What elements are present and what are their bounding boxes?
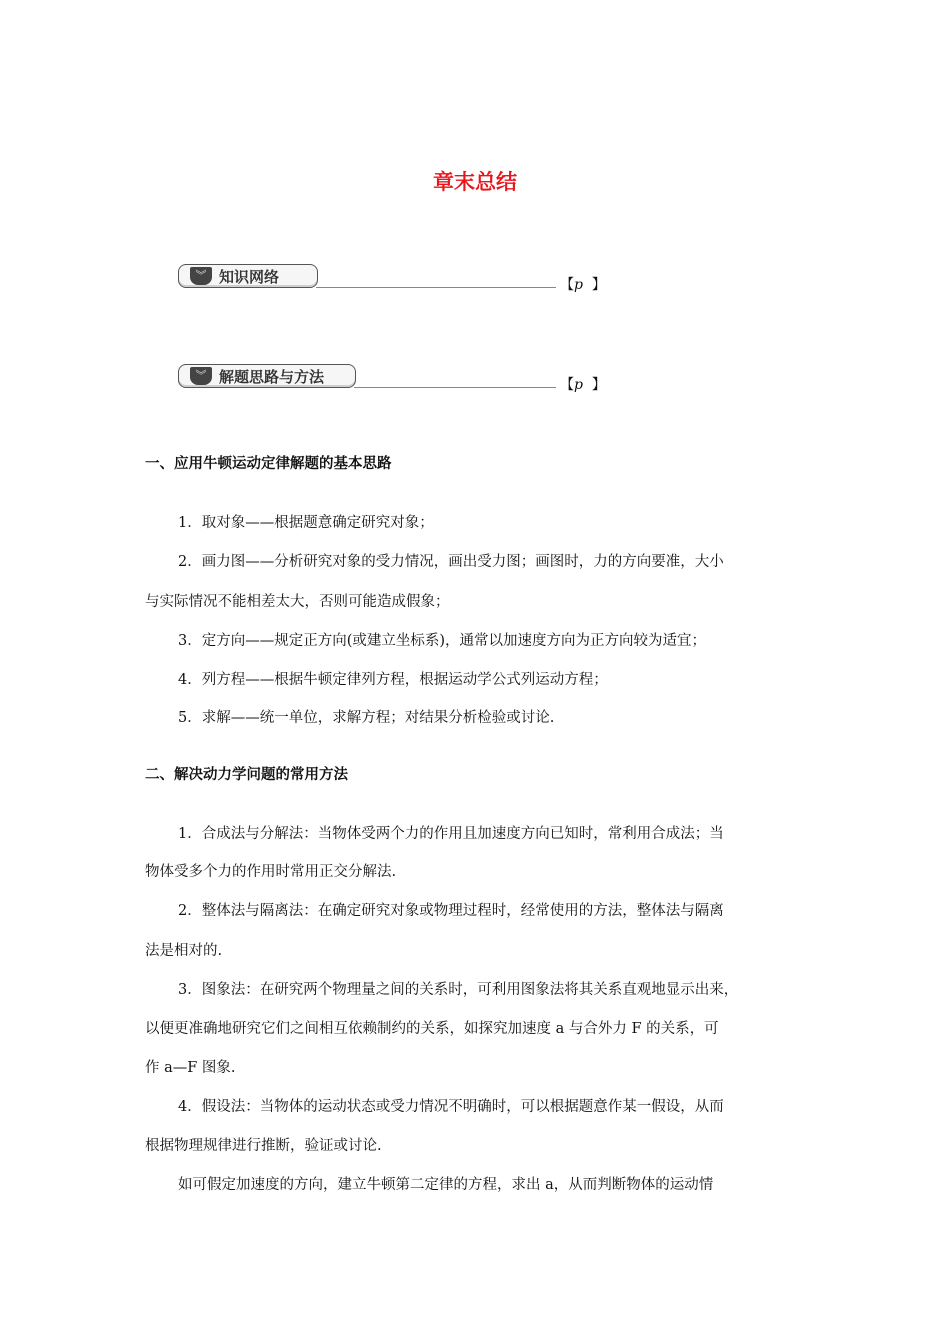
paragraph-line: 2．整体法与隔离法：在确定研究对象或物理过程时，经常使用的方法，整体法与隔离 <box>178 903 724 919</box>
paragraph-line: 根据物理规律进行推断，验证或讨论. <box>145 1138 382 1154</box>
page-reference: 【p 】 <box>560 377 606 393</box>
paragraph-line: 1．取对象——根据题意确定研究对象； <box>178 515 434 531</box>
paragraph-line: 法是相对的. <box>145 943 223 959</box>
paragraph-line: 2．画力图——分析研究对象的受力情况，画出受力图；画图时，力的方向要准，大小 <box>178 554 724 570</box>
page-reference: 【p 】 <box>560 277 606 293</box>
banner-label: 解题思路与方法 <box>219 368 325 386</box>
banner-underline <box>316 287 556 288</box>
section-heading: 一、应用牛顿运动定律解题的基本思路 <box>145 456 392 472</box>
paragraph-line: 1．合成法与分解法：当物体受两个力的作用且加速度方向已知时，常利用合成法；当 <box>178 826 724 842</box>
paragraph-line: 3．定方向——规定正方向(或建立坐标系)，通常以加速度方向为正方向较为适宜； <box>178 633 707 649</box>
paragraph-line: 3．图象法：在研究两个物理量之间的关系时，可利用图象法将其关系直观地显示出来， <box>178 982 739 998</box>
section-banner-problem-methods <box>178 364 618 393</box>
chevron-double-down-icon: ︾ <box>190 267 212 285</box>
paragraph-line: 如可假定加速度的方向，建立牛顿第二定律的方程，求出 a，从而判断物体的运动情 <box>178 1177 714 1193</box>
paragraph-line: 以便更准确地研究它们之间相互依赖制约的关系，如探究加速度 a 与合外力 F 的关系，可 <box>145 1021 719 1037</box>
banner-label: 知识网络 <box>219 268 280 286</box>
paragraph-line: 物体受多个力的作用时常用正交分解法. <box>145 864 397 880</box>
banner-tag <box>178 364 356 388</box>
banner-underline <box>354 387 556 388</box>
chevron-double-down-icon: ︾ <box>190 367 212 385</box>
paragraph-line: 作 a—F 图象. <box>145 1060 236 1076</box>
paragraph-line: 4．假设法：当物体的运动状态或受力情况不明确时，可以根据题意作某一假设，从而 <box>178 1099 724 1115</box>
banner-tag <box>178 264 318 288</box>
page-title: 章末总结 <box>433 170 517 194</box>
section-heading: 二、解决动力学问题的常用方法 <box>145 767 348 783</box>
paragraph-line: 5．求解——统一单位，求解方程；对结果分析检验或讨论. <box>178 710 555 726</box>
section-banner-knowledge-network <box>178 264 618 293</box>
paragraph-line: 与实际情况不能相差太大，否则可能造成假象； <box>145 594 450 610</box>
paragraph-line: 4．列方程——根据牛顿定律列方程，根据运动学公式列运动方程； <box>178 672 608 688</box>
